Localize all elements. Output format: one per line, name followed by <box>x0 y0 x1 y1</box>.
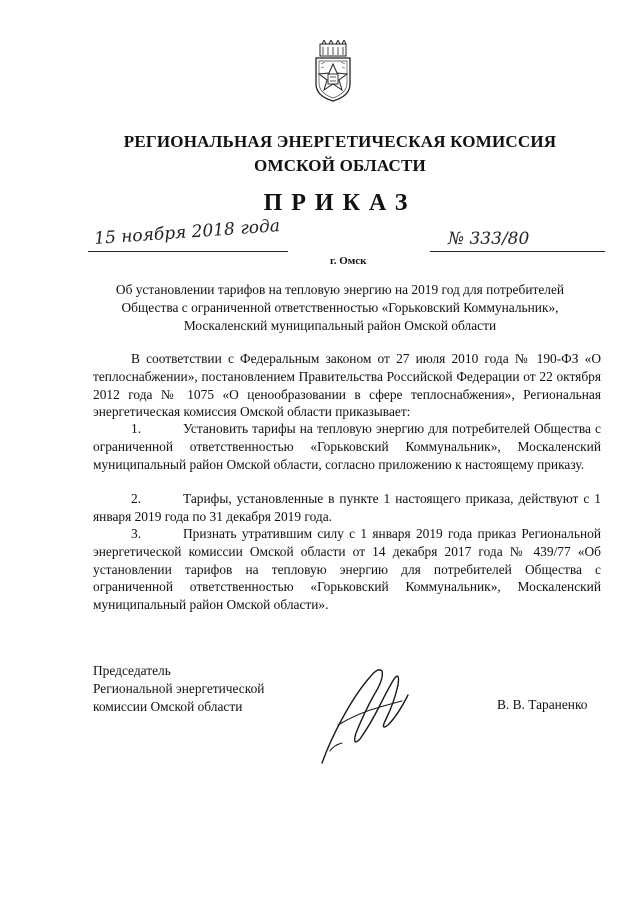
subject-line: Общества с ограниченной ответственностью «Горьковский Коммунальник», <box>121 300 559 315</box>
subject-line: Об установлении тарифов на тепловую энергию на 2019 год для потребителей <box>115 282 565 297</box>
document-number: № 333/80 <box>448 229 530 249</box>
organization-name-line1: РЕГИОНАЛЬНАЯ ЭНЕРГЕТИЧЕСКАЯ КОМИССИЯ <box>123 132 557 151</box>
signatory-position <box>93 662 264 716</box>
position-line: Региональной энергетической <box>93 681 265 696</box>
position-line: Председатель <box>93 663 171 678</box>
item-number: 2. <box>131 491 142 506</box>
handwritten-signature <box>308 655 413 770</box>
organization-name-line2: ОМСКОЙ ОБЛАСТИ <box>254 156 426 175</box>
item-number: 3. <box>131 526 142 541</box>
order-item-2 <box>93 490 601 526</box>
item-text: Тарифы, установленные в пункте 1 настоящего приказа, действуют с 1 января 2019 года по 31 декабря 2019 года. <box>93 491 601 524</box>
number-underline <box>430 251 605 252</box>
document-subject <box>60 281 620 335</box>
position-line: комиссии Омской области <box>93 699 243 714</box>
coat-of-arms-icon <box>312 40 354 102</box>
document-date: 15 ноября 2018 года <box>93 216 281 249</box>
preamble-paragraph: В соответствии с Федеральным законом от 27 июля 2010 года № 190-ФЗ «О теплоснабжении», постановлением Правительства Российской Федерации от 22 октября 2012 года № 1075 «О ценообразовании в сфере теплоснабжения», Региональная энергетическая комиссия Омской области приказывает: <box>93 351 601 420</box>
date-underline <box>88 251 288 252</box>
order-item-1 <box>93 420 601 473</box>
city: г. Омск <box>330 255 367 267</box>
item-number: 1. <box>131 421 142 436</box>
signatory-name: В. В. Тараненко <box>497 697 588 712</box>
document-title: ПРИКАЗ <box>263 190 417 216</box>
subject-line: Москаленский муниципальный район Омской области <box>183 318 497 333</box>
item-text: Установить тарифы на тепловую энергию для потребителей Общества с ограниченной ответственностью «Горьковский Коммунальник», Москаленский муниципальный район Омской области, согласно приложению к настоящему приказу. <box>93 421 601 472</box>
item-text: Признать утратившим силу с 1 января 2019 года приказ Региональной энергетической комиссии Омской области от 14 декабря 2017 года № 439/77 «Об установлении тарифов на тепловую энергию для потребителей Общества с ограниченной ответственностью «Горьковский Коммунальник», Москаленский муниципальный район Омской области». <box>93 526 601 613</box>
order-item-3 <box>93 525 601 614</box>
